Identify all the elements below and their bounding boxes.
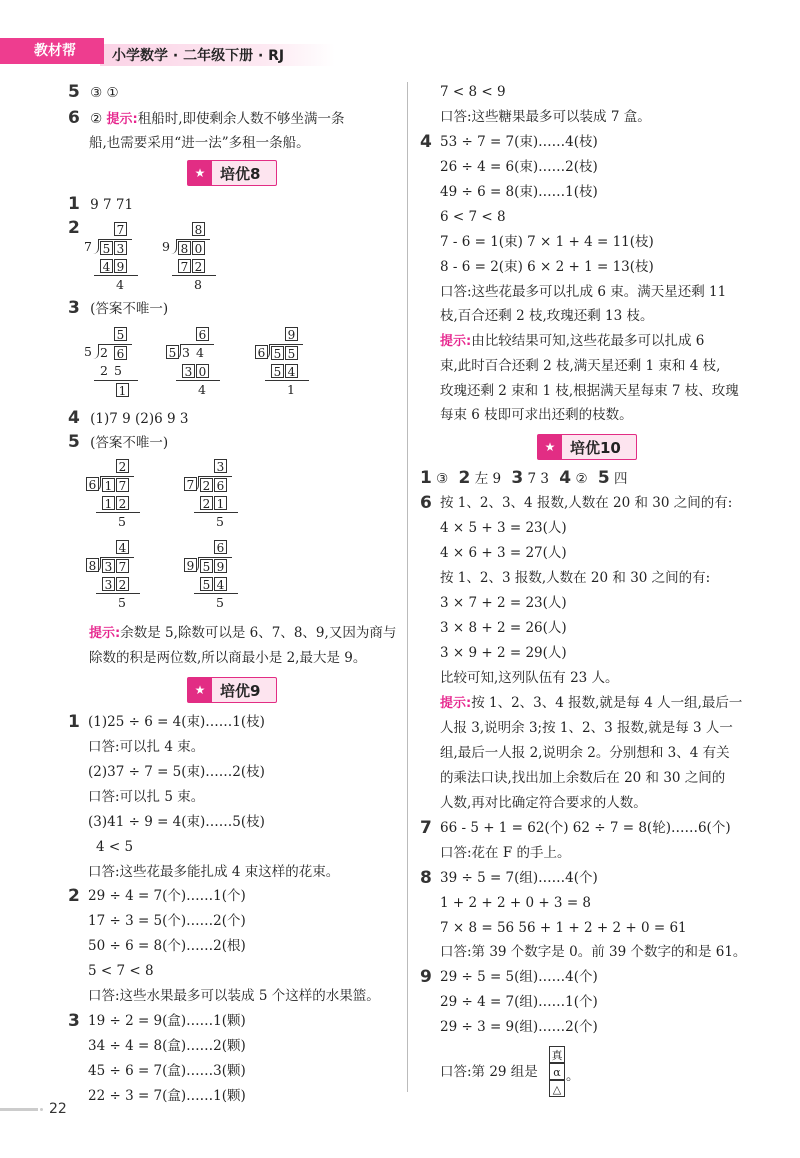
division-dividend-digit: 3 [102, 559, 115, 573]
p9-q4-line: 6 < 7 < 8 [440, 209, 506, 225]
star-icon: ★ [538, 435, 562, 459]
p10-q9-line: 29 ÷ 5 = 5(组)……4(个) [440, 969, 598, 985]
p9-q4-tip-line: 束,此时百合还剩 2 枝,满天星还剩 1 束和 4 枝, [440, 358, 721, 374]
p10-q8-line: 7 × 8 = 56 56 + 1 + 2 + 2 + 0 = 61 [440, 920, 687, 936]
p10-q1to5-answers: 1 ③ 2 左 9 3 7 3 4 ② 5 四 [420, 468, 628, 488]
division-product-digit: 0 [196, 364, 209, 378]
division-underline [172, 275, 216, 276]
division-remainder: 4 [198, 382, 206, 397]
division-dividend-digit: 6 [214, 478, 227, 492]
p10-q6-number: 6 [420, 493, 432, 513]
division-remainder: 5 [118, 595, 126, 610]
division-product-digit: 1 [214, 496, 227, 510]
q5-answer: 5 ③ ① [68, 82, 119, 102]
p9-q4-tip-line: 玫瑰还剩 2 束和 1 枝,根据满天星每束 7 枝、玫瑰 [440, 383, 739, 399]
division-divisor: 9 [184, 558, 197, 572]
division-remainder: 1 [116, 383, 129, 397]
division-quotient-box: 7 [114, 222, 127, 236]
q6-answer: 6 ② 提示:租船时,即使剩余人数不够坐满一条 [68, 108, 345, 128]
p10-q9-answer-end: 。 [566, 1068, 580, 1084]
division-quotient-box: 2 [116, 459, 129, 473]
division-dividend-digit: 2 [200, 478, 213, 492]
p10-q6-line: 按 1、2、3 报数,人数在 20 和 30 之间的有: [440, 570, 711, 586]
stack-cell-bottom: △ [549, 1080, 565, 1097]
division-product-digit: 2 [192, 259, 205, 273]
p9-q4-tip: 提示:由比较结果可知,这些花最多可以扎成 6 [440, 333, 705, 349]
division-top-line [198, 557, 232, 558]
page-number-dot [40, 1108, 43, 1111]
p9-q3-line: 34 ÷ 4 = 8(盒)……2(颗) [88, 1038, 246, 1054]
p10-q6-line: 3 × 8 + 2 = 26(人) [440, 620, 567, 636]
p8-q5-header: 5 (答案不唯一) [68, 432, 169, 452]
p10-q8-line: 1 + 2 + 2 + 0 + 3 = 8 [440, 895, 592, 911]
header-title: 小学数学 · 二年级下册 · RJ [112, 48, 285, 64]
division-product-digit: 2 [100, 363, 108, 378]
division-quotient-box: 5 [114, 327, 127, 341]
p10-q8-number: 8 [420, 868, 432, 888]
p10-q6-line: 比较可知,这列队伍有 23 人。 [440, 670, 619, 686]
division-dividend-digit: 1 [102, 478, 115, 492]
p9-q4-line: 49 ÷ 6 = 8(束)……1(枝) [440, 184, 598, 200]
p8-q4-answer: 4 (1)7 9 (2)6 9 3 [68, 408, 189, 428]
division-underline [194, 512, 238, 513]
p9-q1-line: (3)41 ÷ 9 = 4(束)……5(枝) [88, 814, 265, 830]
p9-q4-line: 口答:这些花最多可以扎成 6 束。满天星还剩 11 [440, 284, 727, 300]
division-product-digit: 5 [271, 364, 284, 378]
division-dividend-digit: 2 [100, 345, 108, 360]
division-dividend-digit: 0 [192, 241, 205, 255]
division-divisor: 7 [84, 239, 92, 254]
p8-q5-tip-line2: 除数的积是两位数,所以商最小是 2,最大是 9。 [89, 650, 367, 666]
division-bracket [264, 345, 270, 359]
p10-q7-number: 7 [420, 818, 432, 838]
division-product-digit: 2 [116, 577, 129, 591]
division-quotient-box: 3 [214, 459, 227, 473]
division-divisor: 8 [86, 558, 99, 572]
p9-q3-line: 19 ÷ 2 = 9(盒)……1(颗) [88, 1013, 246, 1029]
column-divider [407, 82, 408, 1092]
division-dividend-digit: 6 [114, 346, 127, 360]
division-dividend-digit: 5 [285, 346, 298, 360]
division-dividend-digit: 4 [196, 345, 204, 360]
division-product-digit: 9 [114, 259, 127, 273]
p10-q6-tip-line: 人数,再对比确定符合要求的人数。 [440, 795, 647, 811]
p9-q4-number: 4 [420, 132, 432, 152]
p9-q4-line: 枝,百合还剩 2 枝,玫瑰还剩 13 枝。 [440, 308, 654, 324]
division-product-digit: 3 [182, 364, 195, 378]
p9-q1-line: 4 < 5 [96, 839, 134, 855]
division-product-digit: 1 [102, 496, 115, 510]
division-quotient-box: 6 [214, 540, 227, 554]
division-top-line [269, 344, 303, 345]
division-bracket [193, 477, 199, 491]
division-bracket [175, 345, 181, 359]
stack-cell-middle: α [549, 1063, 565, 1080]
q6-tip-line2: 船,也需要采用“进一法”多租一条船。 [89, 135, 310, 151]
p9-q3-number: 3 [68, 1011, 80, 1031]
p10-q6-line: 4 × 6 + 3 = 27(人) [440, 545, 567, 561]
division-top-line [176, 239, 210, 240]
section-title-peiyou9: ★ 培优9 [187, 677, 277, 703]
division-bracket [171, 240, 177, 254]
division-product-digit: 4 [285, 364, 298, 378]
division-underline [176, 380, 220, 381]
division-product-digit: 2 [200, 496, 213, 510]
p10-q7-line: 口答:花在 F 的手上。 [440, 845, 571, 861]
p9-q4-tip-line: 每束 6 枝即可求出还剩的枝数。 [440, 407, 633, 423]
p9-q2-line: 50 ÷ 6 = 8(个)……2(根) [88, 938, 246, 954]
p9-q3-line: 45 ÷ 6 = 7(盒)……3(颗) [88, 1063, 246, 1079]
division-dividend-digit: 5 [271, 346, 284, 360]
division-underline [194, 593, 238, 594]
division-bracket [93, 240, 99, 254]
p9-q3-cont-line: 7 < 8 < 9 [440, 84, 506, 100]
p8-q3-header: 3 (答案不唯一) [68, 298, 169, 318]
section-title-peiyou8: ★ 培优8 [187, 160, 277, 186]
division-remainder: 5 [216, 595, 224, 610]
p10-q9-answer: 口答:第 29 组是 [440, 1064, 538, 1080]
division-quotient-box: 6 [196, 327, 209, 341]
division-dividend-digit: 8 [178, 241, 191, 255]
division-underline [94, 275, 138, 276]
division-remainder: 4 [116, 277, 124, 292]
p10-q8-line: 39 ÷ 5 = 7(组)……4(个) [440, 870, 598, 886]
p10-q6-line: 3 × 9 + 2 = 29(人) [440, 645, 567, 661]
division-remainder: 5 [216, 514, 224, 529]
p9-q1-line: (1)25 ÷ 6 = 4(束)……1(枝) [88, 714, 265, 730]
division-quotient-box: 9 [285, 327, 298, 341]
division-dividend-digit: 7 [116, 478, 129, 492]
p8-q2-number: 2 [68, 218, 80, 238]
p9-q4-line: 7 - 6 = 1(束) 7 × 1 + 4 = 11(枝) [440, 234, 654, 250]
p10-q8-line: 口答:第 39 个数字是 0。前 39 个数字的和是 61。 [440, 944, 747, 960]
p9-q1-line: 口答:可以扎 4 束。 [88, 739, 205, 755]
p9-q2-line: 17 ÷ 3 = 5(个)……2(个) [88, 913, 246, 929]
p9-q4-line: 8 - 6 = 2(束) 6 × 2 + 1 = 13(枝) [440, 259, 654, 275]
division-bracket [95, 477, 101, 491]
p9-q2-line: 29 ÷ 4 = 7(个)……1(个) [88, 888, 246, 904]
division-remainder: 8 [194, 277, 202, 292]
p10-q9-number: 9 [420, 967, 432, 987]
division-dividend-digit: 3 [182, 345, 190, 360]
division-underline [94, 380, 138, 381]
p9-q3-line: 22 ÷ 3 = 7(盒)……1(颗) [88, 1088, 246, 1104]
division-underline [96, 512, 140, 513]
division-product-digit: 7 [178, 259, 191, 273]
p10-q6-tip-line: 人报 3,说明余 3;按 1、2、3 报数,就是每 3 人一 [440, 720, 733, 736]
division-divisor: 5 [84, 344, 92, 359]
star-icon: ★ [188, 678, 212, 702]
p10-q6-tip-line: 组,最后一人报 2,说明余 2。分别想和 3、4 有关 [440, 745, 730, 761]
p10-q9-line: 29 ÷ 3 = 9(组)……2(个) [440, 1019, 598, 1035]
division-dividend-digit: 7 [116, 559, 129, 573]
p9-q4-line: 26 ÷ 4 = 6(束)……2(枝) [440, 159, 598, 175]
division-product-digit: 5 [200, 577, 213, 591]
division-product-digit: 4 [100, 259, 113, 273]
division-divisor: 7 [184, 477, 197, 491]
p10-q6-line: 4 × 5 + 3 = 23(人) [440, 520, 567, 536]
p9-q2-number: 2 [68, 886, 80, 906]
division-underline [96, 593, 140, 594]
p10-q6-line: 按 1、2、3、4 报数,人数在 20 和 30 之间的有: [440, 495, 733, 511]
division-product-digit: 2 [116, 496, 129, 510]
p9-q1-line: 口答:可以扎 5 束。 [88, 789, 205, 805]
p10-q7-line: 66 - 5 + 1 = 62(个) 62 ÷ 7 = 8(轮)……6(个) [440, 820, 731, 836]
division-underline [265, 380, 309, 381]
p9-q2-line: 口答:这些水果最多可以装成 5 个这样的水果篮。 [88, 988, 380, 1004]
section-title-peiyou10: ★ 培优10 [537, 434, 637, 460]
division-bracket [193, 558, 199, 572]
division-bracket [93, 345, 99, 359]
division-top-line [100, 476, 134, 477]
division-top-line [98, 239, 132, 240]
division-divisor: 5 [166, 345, 179, 359]
division-dividend-digit: 5 [100, 241, 113, 255]
p9-q4-line: 53 ÷ 7 = 7(束)……4(枝) [440, 134, 598, 150]
page-number: 22 [49, 1101, 67, 1117]
division-product-digit: 5 [114, 363, 122, 378]
p10-q6-tip: 提示:按 1、2、3、4 报数,就是每 4 人一组,最后一 [440, 695, 743, 711]
p9-q2-line: 5 < 7 < 8 [88, 963, 154, 979]
division-top-line [198, 476, 232, 477]
p9-q1-number: 1 [68, 712, 80, 732]
p9-q1-line: 口答:这些花最多能扎成 4 束这样的花束。 [88, 864, 340, 880]
division-remainder: 1 [287, 382, 295, 397]
division-dividend-digit: 3 [114, 241, 127, 255]
division-quotient-box: 8 [192, 222, 205, 236]
division-divisor: 9 [162, 239, 170, 254]
stack-cell-top: 真 [549, 1046, 565, 1063]
division-product-digit: 4 [214, 577, 227, 591]
p8-q5-tip: 提示:余数是 5,除数可以是 6、7、8、9,又因为商与 [89, 625, 397, 641]
division-dividend-digit: 9 [214, 559, 227, 573]
star-icon: ★ [188, 161, 212, 185]
division-divisor: 6 [86, 477, 99, 491]
division-remainder: 5 [118, 514, 126, 529]
p10-q9-line: 29 ÷ 4 = 7(组)……1(个) [440, 994, 598, 1010]
division-dividend-digit: 5 [200, 559, 213, 573]
header-badge: 教材帮 [0, 38, 104, 64]
division-top-line [100, 557, 134, 558]
p10-q6-tip-line: 的乘法口诀,找出加上余数后在 20 和 30 之间的 [440, 770, 726, 786]
p8-q1-answer: 1 9 7 71 [68, 194, 134, 214]
p9-q1-line: (2)37 ÷ 7 = 5(束)……2(枝) [88, 764, 265, 780]
division-divisor: 6 [255, 345, 268, 359]
page-number-bar [0, 1108, 38, 1111]
p9-q3-cont-line: 口答:这些糖果最多可以装成 7 盒。 [440, 109, 651, 125]
division-bracket [95, 558, 101, 572]
division-product-digit: 3 [102, 577, 115, 591]
p10-q6-line: 3 × 7 + 2 = 23(人) [440, 595, 567, 611]
division-quotient-box: 4 [116, 540, 129, 554]
